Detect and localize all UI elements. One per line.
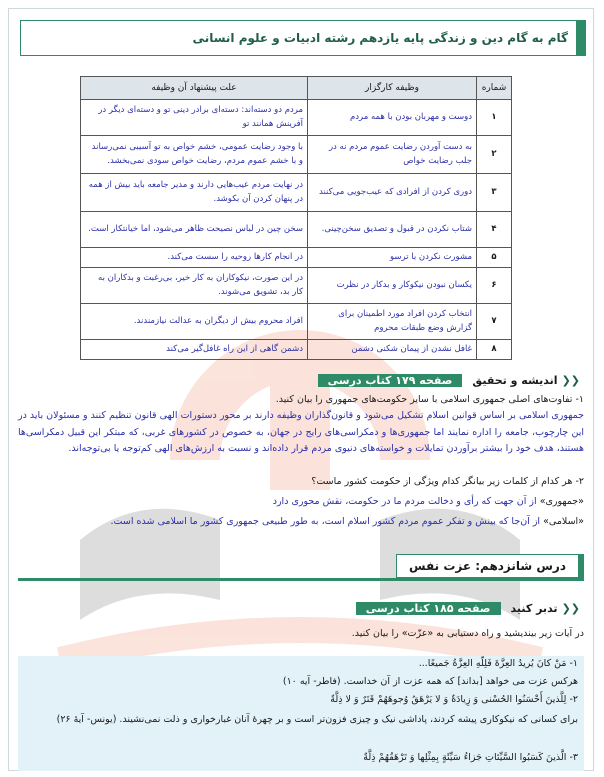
answer-1: جمهوری اسلامی بر اساس قوانین اسلام تشکیل می‌شود و قانون‌گذاران وظیفه دارند بر محور دستورات الهی قانون تنظیم کنند و مسئولان باید در این چارچوب، جامعه را اداره نمایند اما جمهوری‌ها و دمکراسی‌های رایج در جهان، به خصوص در کشورهای غربی، که مبتکر این قبیل دمکراسی‌ها هستند، هدف خود را بیشتر برآوردن تمایلات و خواسته‌های دنیوی مردم قرار داده‌اند و نسبت به ارزش‌های الهی کم‌توجه یا بی‌توجه‌اند. [18, 410, 584, 455]
row-number: ۶ [477, 268, 512, 304]
row-number: ۳ [477, 174, 512, 212]
term-islamic: «اسلامی» [543, 516, 584, 527]
verse-2: ۲- لِلَّذينَ أَحْسَنُوا الحُسْنی وَ زِيادَةٌ وَ لا يَرْهَقُ وُجوهَهُمْ قَتَرٌ وَ لا ذِلَّةٌ [330, 694, 578, 705]
row-reason: با وجود رضایت عمومی، خشم خواص به تو آسیبی نمی‌رساند و با خشم عموم مردم، رضایت خواص سودی نمی‌بخشد. [81, 136, 308, 174]
question-2: ۲- هر کدام از کلمات زیر بیانگر کدام ویژگی از حکومت کشور ماست؟ [311, 476, 584, 487]
section-heading-reflect [294, 598, 584, 618]
lesson-title: درس شانزدهم: عزت نفس [396, 554, 584, 578]
question-1: ۱- تفاوت‌های اصلی جمهوری اسلامی با سایر حکومت‌های جمهوری را بیان کنید. [275, 394, 584, 405]
row-number: ۴ [477, 212, 512, 248]
row-task: به دست آوردن رضایت عموم مردم نه در جلب رضایت خواص [308, 136, 477, 174]
row-task: دوست و مهربان بودن با همه مردم [308, 100, 477, 136]
col-header-num: شماره [477, 77, 512, 100]
row-number: ۲ [477, 136, 512, 174]
row-task: دوری کردن از افرادی که عیب‌جویی می‌کنند [308, 174, 477, 212]
table-row [81, 268, 512, 304]
section-title: تدبر کنید [510, 601, 558, 615]
section-page-ref: صفحه ۱۷۹ کتاب درسی [318, 374, 463, 387]
table-header-row [81, 77, 512, 100]
row-reason: سخن چین در لباس نصیحت ظاهر می‌شود، اما خیانتکار است. [81, 212, 308, 248]
row-number: ۵ [477, 248, 512, 268]
row-task: یکسان نبودن نیکوکار و بدکار در نظرت [308, 268, 477, 304]
table-row [81, 304, 512, 340]
row-reason: دشمن گاهی از این راه غافل‌گیر می‌کند [81, 340, 308, 360]
table-row [81, 340, 512, 360]
row-number: ۷ [477, 304, 512, 340]
verse-3: ۳- الَّذينَ كَسَبُوا السَّيِّئاتِ جَزاءُ سَيِّئَةٍ بِمِثْلِها وَ تَرْهَقُهُمْ ذِلَّةٌ [363, 752, 578, 763]
term-republic: «جمهوری» [539, 496, 584, 507]
col-header-task: وظیفه کارگزار [308, 77, 477, 100]
row-reason: مردم دو دسته‌اند: دسته‌ای برادر دینی تو و دسته‌ای دیگر در آفرینش همانند تو [81, 100, 308, 136]
section-title: اندیشه و تحقیق [472, 373, 558, 387]
table-row [81, 248, 512, 268]
table-row [81, 174, 512, 212]
duties-table [80, 76, 512, 360]
reflect-intro: در آیات زیر بیندیشید و راه دستیابی به «عزّت» را بیان کنید. [351, 628, 584, 639]
col-header-reason: علت پیشنهاد آن وظیفه [81, 77, 308, 100]
row-reason: در این صورت، نیکوکاران به کار خیر، بی‌رغبت و بدکاران به کار بد، تشویق می‌شوند. [81, 268, 308, 304]
answer-2-islamic: از آن‌جا که بینش و تفکر عموم مردم کشور اسلام است، به طور طبیعی جمهوری کشور ما اسلامی شده است. [110, 516, 544, 527]
table-row [81, 100, 512, 136]
row-task: شتاب نکردن در قبول و تصدیق سخن‌چینی. [308, 212, 477, 248]
verse-1-translation: هرکس عزت می خواهد [بداند] که همه عزت از آن خداست. (فاطر- آیه ۱۰) [282, 676, 578, 687]
row-task: مشورت نکردن با ترسو [308, 248, 477, 268]
answer-2-republic: از آن جهت که رأی و دخالت مردم ما در حکومت، نقش محوری دارد [272, 496, 540, 507]
answer-2-line1 [18, 494, 584, 511]
double-chevron-icon: ❮❮ [561, 373, 580, 387]
lesson-heading [18, 554, 584, 581]
table-row [81, 212, 512, 248]
section-page-ref: صفحه ۱۸۵ کتاب درسی [356, 602, 501, 615]
answer-2-line2 [18, 514, 584, 531]
row-number: ۱ [477, 100, 512, 136]
row-reason: در انجام کارها روحیه را سست می‌کند. [81, 248, 308, 268]
row-reason: در نهایت مردم عیب‌هایی دارند و مدیر جامعه باید بیش از همه در پنهان کردن آن بکوشد. [81, 174, 308, 212]
verse-2-translation: برای کسانی که نیکوکاری پیشه کردند، پاداشی نیک و چیزی فزون‌تر است و بر چهرهٔ آنان غبارخواری و ذلت نمی‌نشیند. (یونس- آیهٔ ۲۶) [56, 714, 578, 725]
section-heading-research [279, 370, 584, 390]
row-task: انتخاب کردن افراد مورد اطمینان برای گزارش وضع طبقات محروم [308, 304, 477, 340]
double-chevron-icon: ❮❮ [561, 601, 580, 615]
header-title: گام به گام دین و زندگی پایه یازدهم رشته ادبیات و علوم انسانی [192, 31, 568, 45]
row-task: غافل نشدن از پیمان شکنی دشمن [308, 340, 477, 360]
verse-1: ۱- مَنْ كانَ يُريدُ العِزَّةَ فَلِلّهِ العِزَّةُ جَميعًا... [418, 658, 578, 669]
row-reason: افراد محروم بیش از دیگران به عدالت نیازمندند. [81, 304, 308, 340]
book-header [20, 20, 586, 56]
table-row [81, 136, 512, 174]
row-number: ۸ [477, 340, 512, 360]
